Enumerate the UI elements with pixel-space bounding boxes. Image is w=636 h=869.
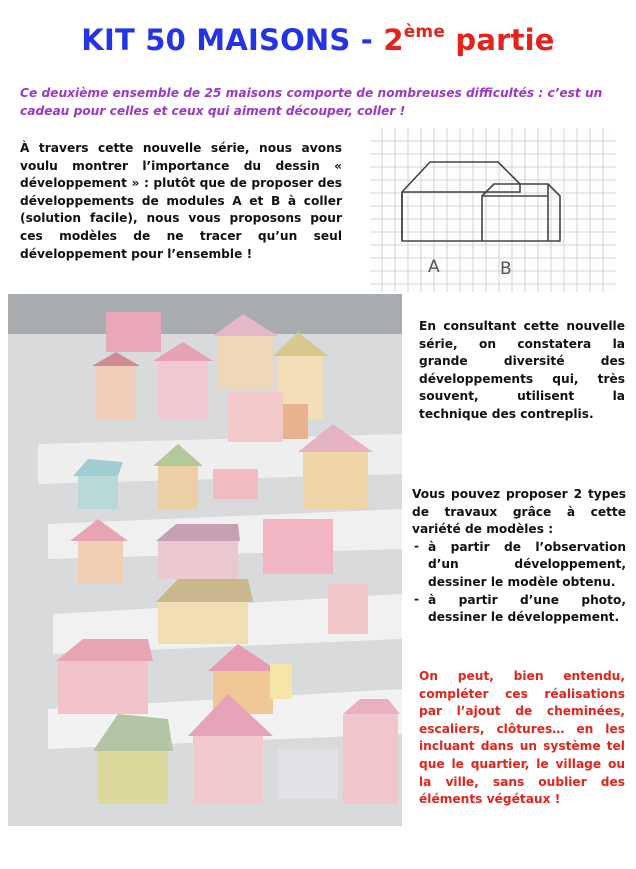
- title-part-number: 2ème partie: [383, 22, 555, 57]
- paragraph-diversite: En consultant cette nouvelle série, on constatera la grande diversité des développements qui, très souvent, utilisent la technique des contreplis.: [419, 319, 625, 421]
- sketch-label-a: A: [428, 257, 440, 277]
- intro-text: Ce deuxième ensemble de 25 maisons comporte de nombreuses difficultés : c’est un cadeau pour celles et ceux qui aiment découper, coller !: [20, 86, 603, 118]
- paper-houses-photo: [8, 294, 402, 826]
- paragraph-developpement: À travers cette nouvelle série, nous avons voulu montrer l’importance du dessin « développement » : plutôt que de proposer des développements de modules A et B à coller (solution facile), nous vous proposons pour ces modèles de ne tracer qu’un seul développement pour l’ensemble !: [20, 141, 342, 261]
- sketch-label-b: B: [500, 259, 512, 279]
- page-title: [0, 22, 636, 57]
- list-item: - à partir de l’observation d’un développement, dessiner le modèle obtenu.: [412, 539, 626, 592]
- list-item: - à partir d’une photo, dessiner le développement.: [412, 592, 626, 627]
- travaux-list: [412, 539, 626, 627]
- travaux-lead: Vous pouvez proposer 2 types de travaux grâce à cette variété de modèles :: [412, 487, 626, 537]
- house-sketch-diagram: [370, 128, 616, 292]
- title-main: KIT 50 MAISONS -: [81, 23, 384, 57]
- paragraph-completer: On peut, bien entendu, compléter ces réalisations par l’ajout de cheminées, escaliers, clôtures… en les incluant dans un système tel que le quartier, le village ou la ville, sans oublier des éléments végétaux !: [419, 669, 625, 807]
- paragraph-travaux: [412, 486, 626, 627]
